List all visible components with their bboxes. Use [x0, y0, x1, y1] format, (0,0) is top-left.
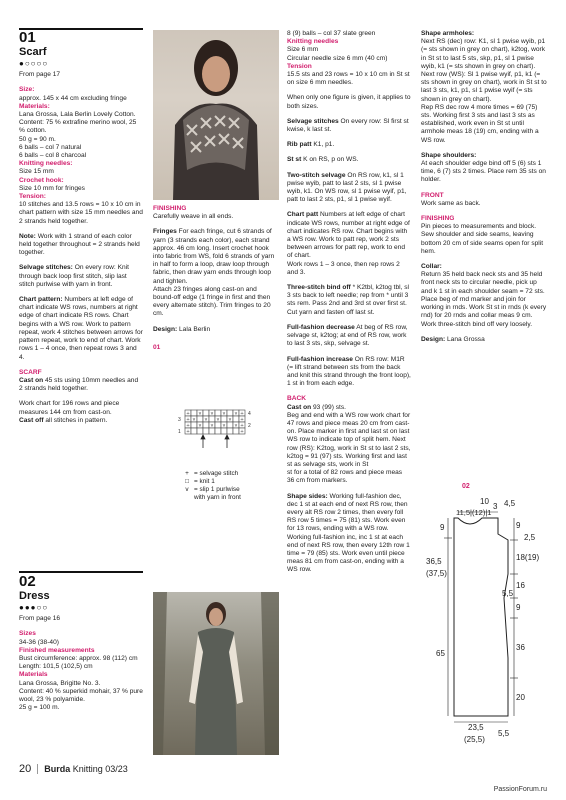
scarf-size-label: Size: — [19, 86, 35, 94]
svg-text:v: v — [234, 423, 238, 429]
dress-chart-patt — [287, 211, 411, 260]
svg-text:+: + — [186, 411, 190, 417]
scarf-selvage-text: On every row: Knit through back loop first stitch, slip last stitch purlwise with yarn in front. — [19, 264, 129, 288]
dress-materials-4: 8 (9) balls – col 37 slate green — [287, 30, 376, 37]
dress-chart-patt-text-2: Work rows 1 – 3 once, then rep rows 2 and 3. — [287, 260, 400, 276]
dress-three-stitch-label: Three-stitch bind off — [287, 284, 351, 292]
schematic-bottom-255: (25,5) — [464, 735, 485, 744]
dress-title: Dress — [19, 590, 50, 602]
scarf-materials-label: Materials: — [19, 102, 50, 110]
scarf-materials-2: Content: 75 % extrafine merino wool, 25 % cotton. — [19, 119, 137, 135]
dress-back-caston — [287, 404, 411, 412]
dress-column-2 — [287, 30, 411, 582]
scarf-chart-number: 01 — [153, 343, 161, 351]
svg-text:v: v — [198, 411, 202, 417]
dress-finished-1: Bust circumference: approx. 98 (112) cm — [19, 655, 138, 663]
dress-finishing-head: FINISHING — [421, 215, 455, 223]
schematic-bottom-55: 5,5 — [498, 729, 510, 738]
scarf-selvage-label: Selvage stitches: — [19, 264, 73, 272]
dress-tension-label: Tension — [287, 62, 312, 70]
scarf-chart-legend — [180, 470, 241, 502]
scarf-title: Scarf — [19, 46, 47, 58]
dress-collar-text: Return 35 held back neck sts and 35 held front neck sts to circular needle, pick up and k 1 st in each shoulder seam = 72 sts. Place beg of rnd marker and join for working in rnds. Work St st in rnds (k every rnd) for 20 rnds and collar meas 9 cm. Work three-stitch bind off very loosely. — [421, 271, 547, 328]
dress-two-stitch-label: Two-stitch selvage — [287, 171, 346, 179]
svg-text:v: v — [210, 411, 214, 417]
dress-shape-sides — [287, 493, 411, 575]
schematic-right-20: 20 — [516, 693, 525, 702]
dress-two-stitch-text: On RS row, k1, sl 1 pwise wyib, patt to last 2 sts, sl 1 pwise wyib, k1. On WS row, sl 1 pwise wyif, p1, patt to last 2 sts, p1, sl 1 pwise wyif. — [287, 171, 407, 204]
dress-back-head: BACK — [287, 395, 307, 403]
scarf-tension-text: 10 stitches and 13.5 rows = 10 x 10 cm in chart pattern with size 15 mm needles and 2 strands held together. — [19, 201, 143, 225]
dress-tension-text: 15.5 sts and 23 rows = 10 x 10 cm in St st on size 6 mm needles. — [287, 71, 410, 87]
dress-rib — [287, 141, 411, 149]
scarf-design-text: Lala Berlin — [177, 325, 211, 333]
scarf-materials-3: 50 g = 90 m. — [19, 135, 56, 143]
scarf-needles-text: Size 15 mm — [19, 168, 54, 176]
scarf-note-text: Work with 1 strand of each color held together throughout = 2 strands held together. — [19, 232, 140, 257]
dress-number: 02 — [19, 573, 36, 590]
dress-ff-increase-label: Full-fashion increase — [287, 355, 353, 363]
dress-materials-3: 25 g = 100 m. — [19, 704, 60, 712]
dress-selvage-label: Selvage stitches — [287, 117, 339, 125]
svg-text:+: + — [186, 423, 190, 429]
legend-knit-symbol: □ — [185, 478, 189, 485]
scarf-caston-text: 45 sts using 10mm needles and 2 strands held together. — [19, 376, 139, 393]
svg-text:v: v — [198, 423, 202, 429]
svg-text:v: v — [222, 411, 226, 417]
scarf-fringes-text: For each fringe, cut 6 strands of yarn (3 strands each color), each strand approx. 46 cm long. Insert crochet hook into fabric from WS, fold 6 strands of yarn in half to form a loop, draw loop through fabric, then draw yarn ends through loop and tighten. — [153, 228, 275, 285]
schematic-left-365: 36,5 — [426, 557, 442, 566]
dress-materials-label: Materials — [19, 671, 48, 679]
schematic-outline — [454, 518, 508, 716]
scarf-finishing-column — [153, 205, 278, 352]
schematic-top-10: 10 — [480, 497, 489, 506]
dress-back-caston-label: Cast on — [287, 403, 312, 411]
schematic-number: 02 — [462, 483, 470, 490]
scarf-castoff-text: all stitches in pattern. — [43, 416, 108, 424]
dress-back-text-2: st for a total of 82 rows and piece meas 36 cm from markers. — [287, 469, 403, 485]
schematic-bottom-235: 23,5 — [468, 723, 484, 732]
scarf-chart — [175, 408, 265, 460]
scarf-chart-text: Numbers at left edge of chart indicate WS rows, numbers at right edge of chart indicate RS rows. Chart begins with a WS row. Work to pattern repeat, work 4 stitches between arrows for pattern repeat, work to end of chart. Work rows 1 – 4 once, then repeat rows 3 and 4. — [19, 296, 143, 361]
schematic-right-9a: 9 — [516, 521, 521, 530]
dress-needles-label: Knitting needles — [287, 38, 339, 46]
dress-design-label: Design: — [421, 335, 446, 343]
scarf-castoff — [19, 417, 143, 425]
scarf-size-text: approx. 145 x 44 cm excluding fringe — [19, 94, 127, 102]
dress-armholes-text-2: Next row (WS): Sl 1 pwise wyif, p1, k1 (= sts shown in grey on chart), work in St st to last 3 sts, k1, p1, sl 1 pwise wyif (= sts shown in grey on chart). — [421, 71, 547, 103]
schematic-left-375: (37,5) — [426, 569, 447, 578]
scarf-work-text: Work chart for 196 rows and piece measures 144 cm from cast-on. — [19, 400, 120, 416]
scarf-section-head: SCARF — [19, 368, 42, 376]
chart-row-right-2: 2 — [248, 423, 251, 429]
dress-design-text: Lana Grossa — [445, 335, 485, 343]
dress-rib-text: K1, p1. — [311, 141, 335, 149]
dress-intro-column — [19, 574, 143, 712]
scarf-castoff-label: Cast off — [19, 416, 44, 424]
scarf-design-label: Design: — [153, 325, 178, 333]
scarf-materials-4: 6 balls – col 7 natural — [19, 143, 82, 151]
dress-needles-1: Size 6 mm — [287, 46, 319, 54]
schematic-right-9b: 9 — [516, 603, 521, 612]
legend-selvage-symbol: + — [185, 470, 189, 477]
scarf-needles-label: Knitting needles: — [19, 160, 73, 168]
dress-column-3 — [421, 30, 547, 351]
scarf-model-illustration — [153, 30, 279, 200]
magazine-name: Burda — [44, 764, 71, 774]
watermark: PassionForum.ru — [493, 786, 547, 793]
scarf-finishing-head: FINISHING — [153, 205, 187, 212]
dress-shape-sides-text: Working full-fashion dec, dec 1 st at each end of next RS row, then every alt RS row 2 times, then every foll RS row 5 times = 75 (81) sts. Work even for 13 rows, ending with a WS row. Working full-fashion inc, inc 1 st at each end of next RS row, then every 12th row 1 time = 79 (85) sts. Work even until piece meas 81 cm from cast-on, ending with a WS row. — [287, 492, 410, 574]
dress-ff-increase — [287, 356, 411, 389]
scarf-number: 01 — [19, 29, 36, 46]
schematic-top-115: 11,5|(12)|1 — [456, 508, 492, 517]
scarf-hook-label: Crochet hook: — [19, 176, 64, 184]
dress-back-text: Beg and end with a WS row work chart for 47 rows and piece meas 20 cm from cast-on. Place marker in first and last st on last WS row to indicate top of split hem. Next row (RS): K2tog, work in St st to last 2 sts, k2tog = 91 (97) sts. Working first and last st as selvage sts, work in St — [287, 411, 411, 468]
scarf-finishing-text: Carefully weave in all ends. — [153, 213, 234, 221]
schematic-left-65: 65 — [436, 649, 445, 658]
schematic-top-3: 3 — [493, 502, 498, 511]
dress-chart-patt-text: Numbers at left edge of chart indicate WS rows, number at right edge of chart indicates RS row. Chart begins with a WS row. Work to patt rep, work 2 sts between arrows for patt rep, work to end of chart. — [287, 211, 410, 260]
legend-knit: = knit 1 — [194, 478, 215, 485]
svg-text:v: v — [216, 417, 220, 423]
svg-text:v: v — [228, 417, 232, 423]
scarf-caston-label: Cast on — [19, 376, 44, 384]
schematic-right-1819: 18(19) — [516, 553, 540, 562]
svg-text:+: + — [186, 417, 190, 423]
scarf-caston — [19, 377, 143, 393]
chart-repeat-arrows — [201, 435, 229, 448]
svg-text:v: v — [192, 417, 196, 423]
scarf-fringes-label: Fringes — [153, 228, 177, 236]
page-footer — [19, 763, 128, 775]
scarf-design — [153, 326, 278, 334]
legend-selvage: = selvage stitch — [194, 470, 239, 477]
dress-ff-decrease-label: Full-fashion decrease — [287, 323, 355, 331]
svg-text:+: + — [240, 423, 244, 429]
dress-one-figure: When only one figure is given, it applies to both sizes. — [287, 94, 411, 110]
scarf-chart-pattern — [19, 296, 143, 362]
scarf-model-photo — [153, 30, 279, 200]
dress-two-stitch-selvage — [287, 172, 411, 205]
dress-ff-decrease-text: At beg of RS row, selvage st, k2tog; at end of RS row, work to last 3 sts, skp, selvage st. — [287, 323, 408, 348]
scarf-materials-5: 6 balls – col 8 charcoal — [19, 152, 87, 160]
scarf-selvage — [19, 264, 143, 289]
dress-armholes-text-3: Rep RS dec row 4 more times = 69 (75) sts. Working first 3 sts and last 3 sts as established, work even in St st until armhole meas 18 (19) cm, ending with a WS row. — [421, 103, 539, 144]
dress-back-caston-text: 93 (99) sts. — [311, 403, 347, 411]
svg-text:+: + — [186, 429, 190, 435]
dress-armholes-text: Next RS (dec) row: K1, sl 1 pwise wyib, p1 (= sts shown in grey on chart), k2tog, work in St st to last 5 sts, skp, p1, sl 1 pwise wyib, k1 (= sts shown in grey on chart). — [421, 38, 546, 70]
dress-design — [421, 336, 547, 344]
dress-selvage-text: On every row: Sl first st kwise, k last st. — [287, 117, 409, 134]
dress-difficulty-rating: ●●●○○ — [19, 603, 49, 612]
dress-three-stitch-text: * K2tbl, k2tog tbl, sl 3 sts back to left needle; rep from * until 3 sts rem. Pass 2nd and 3rd st over first st. Cut yarn and fasten off last st. — [287, 284, 410, 316]
svg-text:+: + — [240, 429, 244, 435]
dress-finished-2: Length: 101,5 (102,5) cm — [19, 663, 93, 671]
schematic-top-45: 4,5 — [504, 499, 516, 508]
scarf-tension-label: Tension: — [19, 193, 46, 201]
svg-text:v: v — [222, 423, 226, 429]
dress-stst — [287, 156, 411, 164]
legend-slip: = slip 1 purlwise — [194, 486, 240, 493]
dress-materials-2: Content: 40 % superkid mohair, 37 % pure wool, 23 % polyamide. — [19, 687, 143, 704]
legend-slip-symbol: v — [185, 486, 189, 493]
dress-armholes-label: Shape armholes: — [421, 30, 475, 37]
dress-front-text: Work same as back. — [421, 199, 481, 207]
dress-top-rule — [19, 571, 143, 573]
dress-three-stitch — [287, 284, 411, 317]
page-number: 20 — [19, 763, 32, 775]
dress-schematic — [418, 478, 550, 748]
dress-materials-1: Lana Grossa, Brigitte No. 3. — [19, 679, 101, 687]
scarf-column — [19, 30, 143, 425]
scarf-note — [19, 233, 143, 258]
dress-model-illustration — [153, 592, 279, 755]
chart-row-left-1: 1 — [178, 429, 181, 435]
legend-slip-2: with yarn in front — [194, 494, 241, 501]
dress-sizes-label: Sizes — [19, 630, 36, 638]
scarf-difficulty-rating: ●○○○○ — [19, 59, 49, 68]
dress-stst-label: St st — [287, 156, 302, 164]
dress-shoulders-text: At each shoulder edge bind off 5 (6) sts 1 time, 6 (7) sts 2 times. Place rem 35 sts on holder. — [421, 160, 546, 184]
svg-text:v: v — [234, 411, 238, 417]
dress-selvage — [287, 118, 411, 134]
dress-collar-label: Collar: — [421, 263, 442, 271]
dress-from-page: From page 16 — [19, 615, 61, 623]
dress-ff-decrease — [287, 324, 411, 349]
dress-shape-sides-label: Shape sides: — [287, 492, 328, 500]
scarf-fringes-text-2: Attach 23 fringes along cast-on and bound-off edge (1 fringe in first and then every alternate stitch). Trim fringes to 20 cm. — [153, 285, 271, 318]
scarf-chart-label: Chart pattern: — [19, 296, 63, 304]
scarf-materials-1: Lana Grossa, Lala Berlin Lovely Cotton. — [19, 111, 136, 119]
chart-row-left-3: 3 — [178, 417, 181, 423]
schematic-right-55: 5,5 — [502, 589, 514, 598]
dress-model-photo — [153, 592, 279, 755]
dress-finishing-text: Pin pieces to measurements and block. Sew shoulder and side seams, leaving bottom 20 cm of side seams open for split hem. — [421, 223, 544, 255]
scarf-from-page: From page 17 — [19, 71, 61, 79]
svg-text:v: v — [210, 423, 214, 429]
schematic-left-9: 9 — [440, 523, 445, 532]
scarf-hook-text: Size 10 mm for fringes — [19, 184, 85, 192]
dress-ff-increase-text: On RS row: M1R (= lift strand between sts from the back and knit this strand through the front loop), 1 st in from each edge. — [287, 355, 411, 388]
schematic-right-16: 16 — [516, 581, 525, 590]
dress-shoulders-label: Shape shoulders: — [421, 151, 477, 159]
dress-sizes-text: 34-36 (38-40) — [19, 638, 59, 646]
svg-text:+: + — [240, 417, 244, 423]
schematic-right-25: 2,5 — [524, 533, 536, 542]
dress-chart-patt-label: Chart patt — [287, 211, 319, 219]
dress-finished-label: Finished measurements — [19, 646, 95, 654]
svg-text:+: + — [240, 411, 244, 417]
scarf-fringes — [153, 228, 278, 285]
dress-needles-2: Circular needle size 6 mm (40 cm) — [287, 54, 388, 62]
dress-front-head: FRONT — [421, 191, 444, 199]
schematic-right-36: 36 — [516, 643, 525, 652]
chart-row-right-4: 4 — [248, 411, 251, 417]
dress-stst-text: K on RS, p on WS. — [301, 156, 359, 164]
dress-rib-label: Rib patt — [287, 141, 312, 149]
svg-text:v: v — [204, 417, 208, 423]
magazine-issue: Knitting 03/23 — [70, 764, 128, 774]
scarf-note-label: Note: — [19, 232, 36, 240]
